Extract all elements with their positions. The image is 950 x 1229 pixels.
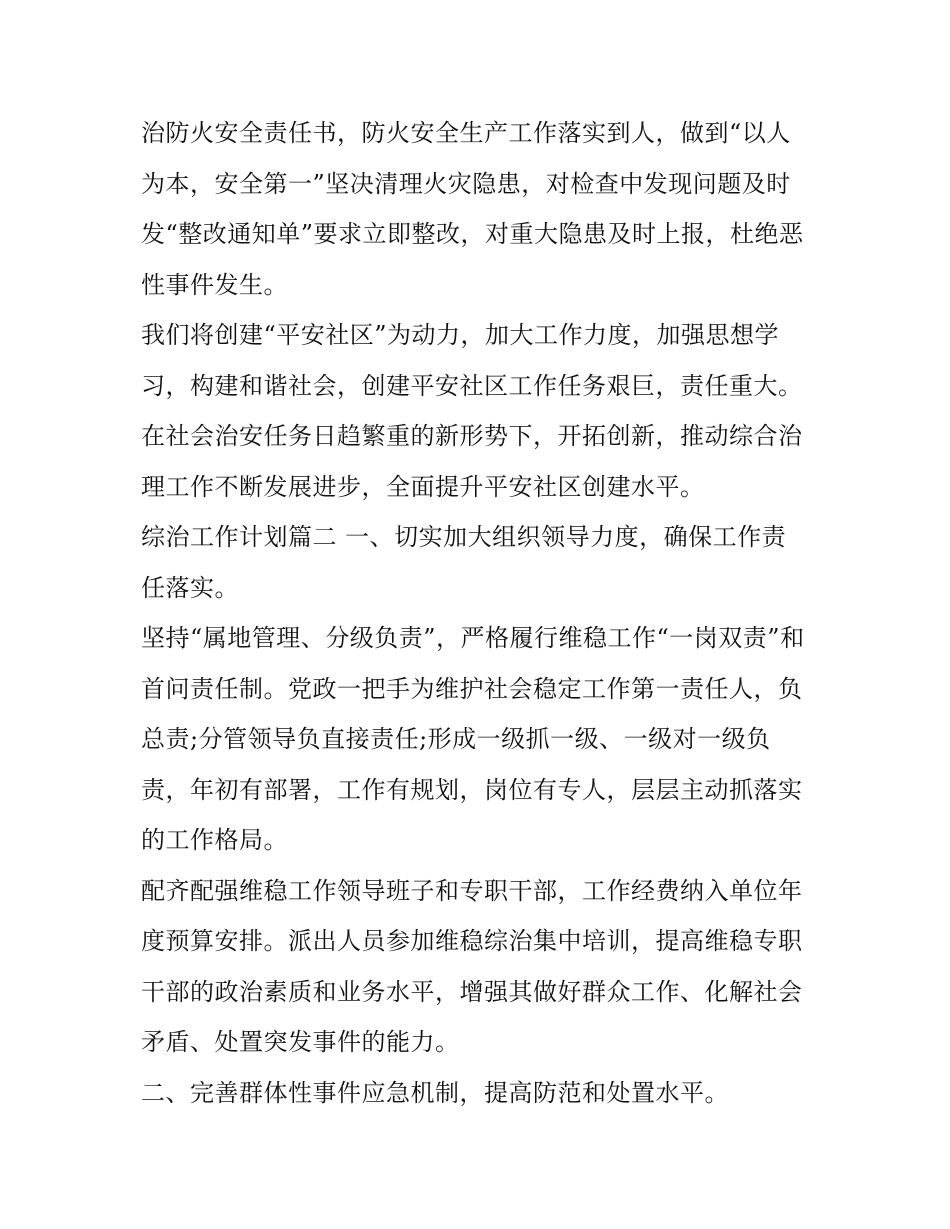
text-line: 我们将创建“平安社区”为动力，加大工作力度，加强思想学 — [141, 321, 780, 349]
text-line: 度预算安排。派出人员参加维稳综治集中培训，提高维稳专职 — [141, 927, 803, 955]
text-line: 在社会治安任务日趋繁重的新形势下，开拓创新，推动综合治 — [141, 422, 803, 450]
text-line: 配齐配强维稳工作领导班子和专职干部，工作经费纳入单位年 — [141, 876, 803, 905]
text-line: 性事件发生。 — [141, 270, 288, 299]
text-line: 矛盾、处置突发事件的能力。 — [141, 1028, 460, 1056]
text-line: 总责;分管领导负直接责任;形成一级抓一级、一级对一级负 — [141, 725, 771, 753]
text-line: 为本，安全第一”坚决清理火灾隐患，对检查中发现问题及时 — [141, 169, 791, 198]
text-line: 干部的政治素质和业务水平，增强其做好群众工作、化解社会 — [141, 977, 803, 1006]
text-line: 理工作不断发展进步，全面提升平安社区创建水平。 — [141, 472, 705, 501]
text-line: 习，构建和谐社会，创建平安社区工作任务艰巨，责任重大。 — [141, 371, 803, 400]
text-line: 坚持“属地管理、分级负责”，严格履行维稳工作“一岗双责”和 — [141, 624, 805, 652]
document-body — [141, 108, 821, 1118]
text-line: 责，年初有部署，工作有规划，岗位有专人，层层主动抓落实 — [141, 775, 803, 804]
section-heading-line: 综治工作计划篇二 一、切实加大组织领导力度，确保工作责 — [141, 523, 787, 551]
text-line: 治防火安全责任书，防火安全生产工作落实到人，做到“以人 — [141, 119, 791, 147]
text-line: 发“整改通知单”要求立即整改，对重大隐患及时上报，杜绝恶 — [141, 220, 804, 248]
section-heading-line: 二、完善群体性事件应急机制，提高防范和处置水平。 — [141, 1078, 729, 1107]
text-line: 的工作格局。 — [141, 826, 288, 854]
text-line: 首问责任制。党政一把手为维护社会稳定工作第一责任人，负 — [141, 674, 803, 703]
section-heading-line: 任落实。 — [141, 573, 239, 602]
